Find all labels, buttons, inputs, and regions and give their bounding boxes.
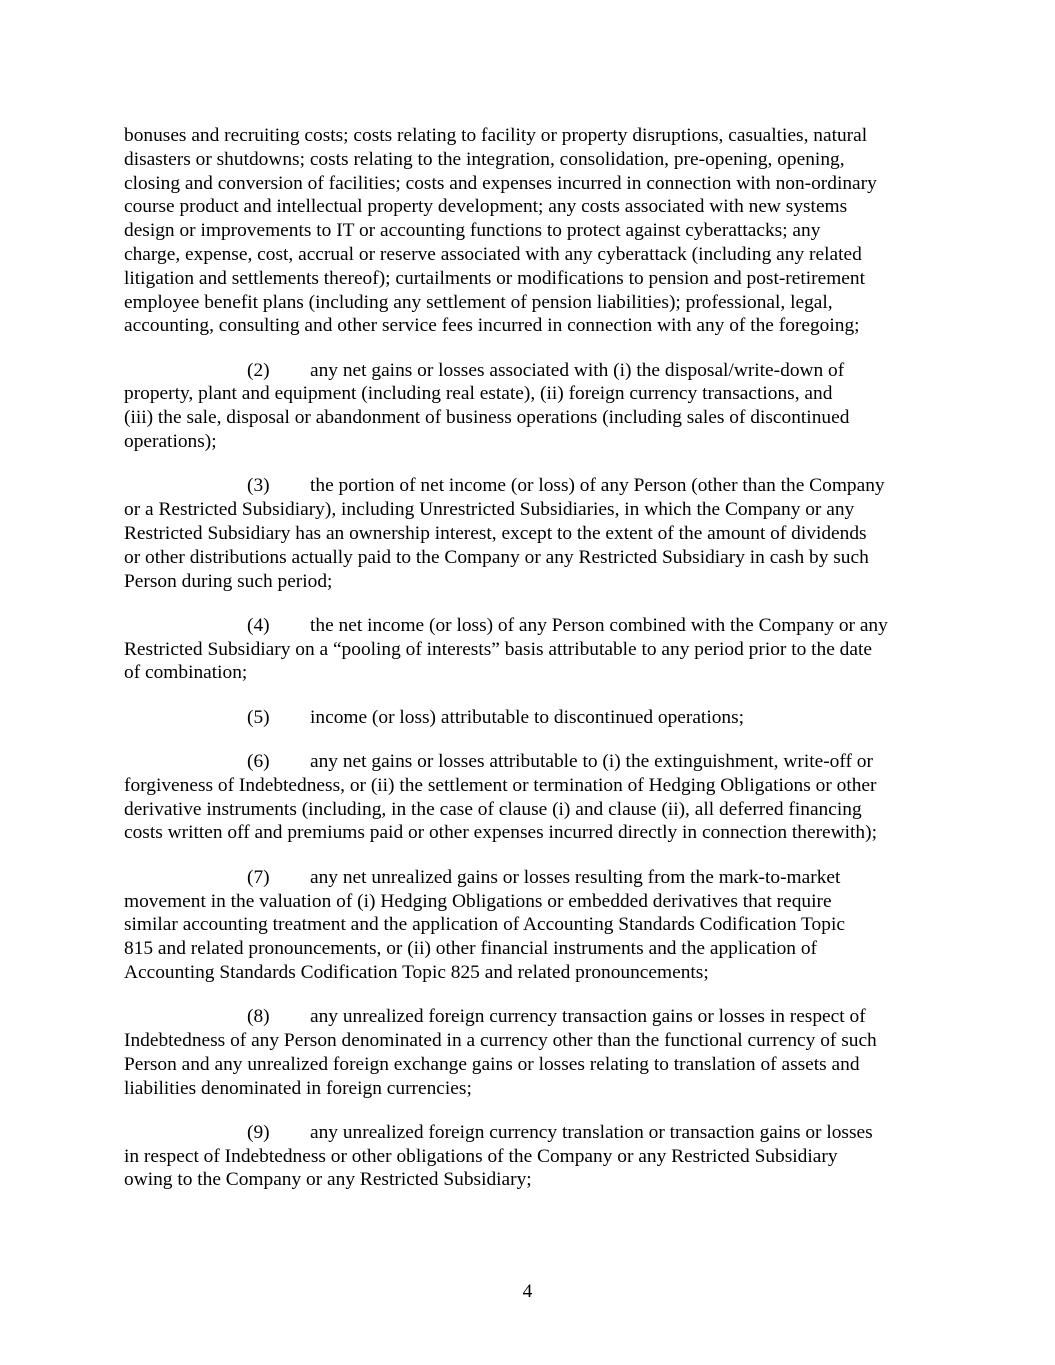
intro-paragraph xyxy=(124,124,939,338)
text-line: forgiveness of Indebtedness, or (ii) the settlement or termination of Hedging Obligations or other xyxy=(124,774,877,796)
clause-5 xyxy=(124,706,939,730)
clause-6 xyxy=(124,750,939,845)
clause-first-line xyxy=(124,1121,939,1145)
clause-2 xyxy=(124,359,939,454)
text-line: costs written off and premiums paid or other expenses incurred directly in connection therewith); xyxy=(124,822,877,844)
clause-number: (9) xyxy=(247,1121,270,1143)
text-line: or other distributions actually paid to the Company or any Restricted Subsidiary in cash by such xyxy=(124,546,869,568)
clause-text: any unrealized foreign currency transaction gains or losses in respect of xyxy=(310,1006,866,1028)
text-line: liabilities denominated in foreign currencies; xyxy=(124,1077,472,1099)
text-line: or a Restricted Subsidiary), including Unrestricted Subsidiaries, in which the Company or any xyxy=(124,499,855,521)
clause-first-line xyxy=(124,359,939,383)
text-line: of combination; xyxy=(124,662,248,684)
clause-first-line xyxy=(124,474,939,498)
clause-text: any unrealized foreign currency translation or transaction gains or losses xyxy=(310,1121,873,1143)
clause-first-line xyxy=(124,706,939,730)
clause-number: (7) xyxy=(247,866,270,888)
clause-first-line xyxy=(124,750,939,774)
page-number: 4 xyxy=(522,1281,533,1302)
text-line: Indebtedness of any Person denominated in a currency other than the functional currency of such xyxy=(124,1030,877,1051)
clause-number: (8) xyxy=(247,1006,270,1028)
clause-7 xyxy=(124,866,939,985)
text-line: 815 and related pronouncements, or (ii) other financial instruments and the application of xyxy=(124,938,817,960)
clause-number: (5) xyxy=(247,706,270,728)
clause-number: (4) xyxy=(247,614,270,636)
text-line: Restricted Subsidiary on a “pooling of interests” basis attributable to any period prior to the date xyxy=(124,638,872,660)
clause-number: (2) xyxy=(247,359,270,381)
text-line: movement in the valuation of (i) Hedging Obligations or embedded derivatives that require xyxy=(124,890,832,912)
clause-first-line xyxy=(124,1005,939,1029)
clause-text: the portion of net income (or loss) of any Person (other than the Company xyxy=(310,475,885,497)
text-line: Restricted Subsidiary has an ownership interest, except to the extent of the amount of dividends xyxy=(124,522,867,544)
clause-4 xyxy=(124,614,939,685)
clause-number: (3) xyxy=(247,475,270,497)
text-line: course product and intellectual property development; any costs associated with new systems xyxy=(124,196,848,218)
text-line: charge, expense, cost, accrual or reserve associated with any cyberattack (including any related xyxy=(124,243,862,265)
text-line: Accounting Standards Codification Topic 825 and related pronouncements; xyxy=(124,961,709,983)
text-line: bonuses and recruiting costs; costs relating to facility or property disruptions, casualties, natural xyxy=(124,125,868,146)
document-body xyxy=(124,124,939,1213)
clause-text: any net unrealized gains or losses resulting from the mark-to-market xyxy=(310,866,841,888)
text-line: property, plant and equipment (including real estate), (ii) foreign currency transactions, and xyxy=(124,383,833,405)
text-line: (iii) the sale, disposal or abandonment of business operations (including sales of discontinued xyxy=(124,407,850,429)
text-line: derivative instruments (including, in the case of clause (i) and clause (ii), all deferred financing xyxy=(124,798,862,820)
text-line: operations); xyxy=(124,431,217,453)
clause-first-line xyxy=(124,614,939,638)
text-line: litigation and settlements thereof); curtailments or modifications to pension and post-retirement xyxy=(124,267,865,289)
clause-text: income (or loss) attributable to discontinued operations; xyxy=(310,706,745,728)
text-line: Person and any unrealized foreign exchange gains or losses relating to translation of assets and xyxy=(124,1053,860,1075)
text-line: Person during such period; xyxy=(124,570,333,592)
text-line: owing to the Company or any Restricted Subsidiary; xyxy=(124,1169,532,1191)
text-line: design or improvements to IT or accounting functions to protect against cyberattacks; any xyxy=(124,220,821,242)
clause-3 xyxy=(124,474,939,593)
text-line: closing and conversion of facilities; costs and expenses incurred in connection with non-ordinary xyxy=(124,172,877,194)
clause-text: the net income (or loss) of any Person combined with the Company or any xyxy=(310,614,888,636)
clause-text: any net gains or losses attributable to (i) the extinguishment, write-off or xyxy=(310,751,873,773)
text-line: accounting, consulting and other service fees incurred in connection with any of the foregoing; xyxy=(124,315,860,337)
clause-8 xyxy=(124,1005,939,1100)
clause-number: (6) xyxy=(247,751,270,773)
text-line: similar accounting treatment and the application of Accounting Standards Codification Topic xyxy=(124,914,845,936)
text-line: employee benefit plans (including any settlement of pension liabilities); professional, legal, xyxy=(124,291,833,313)
text-line: disasters or shutdowns; costs relating to the integration, consolidation, pre-opening, opening, xyxy=(124,148,845,170)
clause-first-line xyxy=(124,866,939,890)
clause-text: any net gains or losses associated with (i) the disposal/write-down of xyxy=(310,359,845,381)
text-line: in respect of Indebtedness or other obligations of the Company or any Restricted Subsidiary xyxy=(124,1145,838,1167)
clause-9 xyxy=(124,1121,939,1192)
